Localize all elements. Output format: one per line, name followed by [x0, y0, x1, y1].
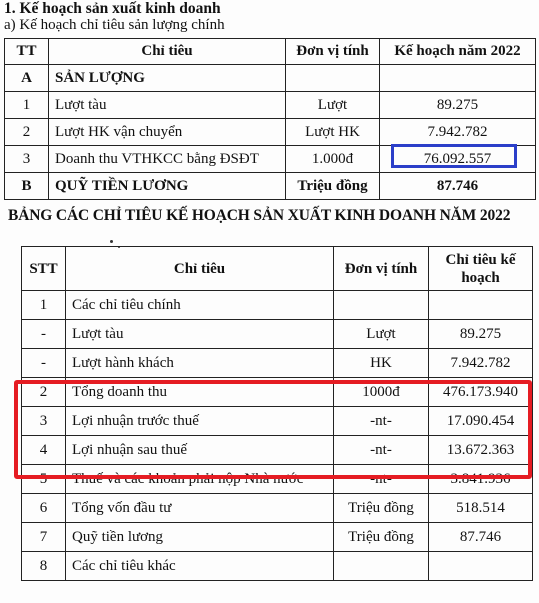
table-row	[22, 494, 533, 523]
row-stt: 7	[22, 523, 66, 552]
row-unit: -nt-	[334, 407, 429, 436]
row-stt: 5	[22, 465, 66, 494]
row-indicator: Các chỉ tiêu khác	[66, 552, 334, 581]
row-plan: 76.092.557	[380, 146, 536, 173]
table-row	[5, 119, 536, 146]
row-stt: -	[22, 320, 66, 349]
row-unit: Lượt HK	[286, 119, 380, 146]
row-indicator: Tổng doanh thu	[66, 378, 334, 407]
row-plan	[429, 291, 533, 320]
row-tt: B	[5, 173, 49, 200]
header-indicator: Chỉ tiêu	[49, 39, 286, 65]
table-row	[22, 523, 533, 552]
row-unit: Lượt	[286, 92, 380, 119]
header-plan: Kế hoạch năm 2022	[380, 39, 536, 65]
table-row	[22, 291, 533, 320]
row-unit: Triệu đồng	[334, 523, 429, 552]
row-indicator: Lượt HK vận chuyển	[49, 119, 286, 146]
scan-speck	[110, 240, 113, 243]
row-stt: 1	[22, 291, 66, 320]
row-tt: 3	[5, 146, 49, 173]
row-unit: Triệu đồng	[286, 173, 380, 200]
row-indicator: Lượt tàu	[49, 92, 286, 119]
table-header-row	[22, 247, 533, 291]
row-unit	[286, 65, 380, 92]
header-unit: Đơn vị tính	[286, 39, 380, 65]
row-stt: 8	[22, 552, 66, 581]
table-row	[5, 92, 536, 119]
row-indicator: Tổng vốn đầu tư	[66, 494, 334, 523]
header-indicator: Chỉ tiêu	[66, 247, 334, 291]
table-row	[5, 65, 536, 92]
row-tt: 1	[5, 92, 49, 119]
row-plan: 7.942.782	[429, 349, 533, 378]
header-stt: STT	[22, 247, 66, 291]
row-stt: 6	[22, 494, 66, 523]
row-plan: 518.514	[429, 494, 533, 523]
row-plan: 13.672.363	[429, 436, 533, 465]
header-tt: TT	[5, 39, 49, 65]
row-indicator: Quỹ tiền lương	[66, 523, 334, 552]
row-stt: 4	[22, 436, 66, 465]
row-indicator: Lượt tàu	[66, 320, 334, 349]
production-plan-table	[4, 38, 536, 200]
row-indicator: Các chỉ tiêu chính	[66, 291, 334, 320]
table-row	[22, 552, 533, 581]
row-plan: 7.942.782	[380, 119, 536, 146]
section-heading: 1. Kế hoạch sản xuất kinh doanh	[4, 0, 221, 17]
row-stt: 2	[22, 378, 66, 407]
table-row	[22, 320, 533, 349]
section-subheading: a) Kế hoạch chỉ tiêu sản lượng chính	[4, 17, 225, 33]
row-unit: HK	[334, 349, 429, 378]
row-plan	[380, 65, 536, 92]
row-indicator: QUỸ TIỀN LƯƠNG	[49, 173, 286, 200]
header-unit: Đơn vị tính	[334, 247, 429, 291]
row-plan: 87.746	[429, 523, 533, 552]
row-plan: 87.746	[380, 173, 536, 200]
row-indicator: Lượt hành khách	[66, 349, 334, 378]
row-plan	[429, 552, 533, 581]
table2-title: BẢNG CÁC CHỈ TIÊU KẾ HOẠCH SẢN XUẤT KINH DOANH NĂM 2022	[8, 207, 511, 224]
row-unit	[334, 291, 429, 320]
row-plan: 89.275	[429, 320, 533, 349]
row-tt: A	[5, 65, 49, 92]
row-unit: -nt-	[334, 465, 429, 494]
row-unit: -nt-	[334, 436, 429, 465]
row-stt: 3	[22, 407, 66, 436]
row-indicator: Lợi nhuận sau thuế	[66, 436, 334, 465]
row-plan: 17.090.454	[429, 407, 533, 436]
row-plan: 3.841.936	[429, 465, 533, 494]
header-plan: Chỉ tiêu kế hoạch	[429, 247, 533, 291]
row-plan: 89.275	[380, 92, 536, 119]
row-unit: Lượt	[334, 320, 429, 349]
table-row	[22, 349, 533, 378]
row-plan: 476.173.940	[429, 378, 533, 407]
row-indicator: SẢN LƯỢNG	[49, 65, 286, 92]
row-indicator: Lợi nhuận trước thuế	[66, 407, 334, 436]
table-header-row	[5, 39, 536, 65]
row-unit: 1.000đ	[286, 146, 380, 173]
row-indicator: Thuế và các khoản phải nộp Nhà nước	[66, 465, 334, 494]
blue-highlight-box	[391, 144, 517, 168]
red-highlight-box	[14, 380, 532, 479]
row-tt: 2	[5, 119, 49, 146]
row-stt: -	[22, 349, 66, 378]
row-unit: Triệu đồng	[334, 494, 429, 523]
row-unit	[334, 552, 429, 581]
row-unit: 1000đ	[334, 378, 429, 407]
row-indicator: Doanh thu VTHKCC bằng ĐSĐT	[49, 146, 286, 173]
table-row	[5, 173, 536, 200]
